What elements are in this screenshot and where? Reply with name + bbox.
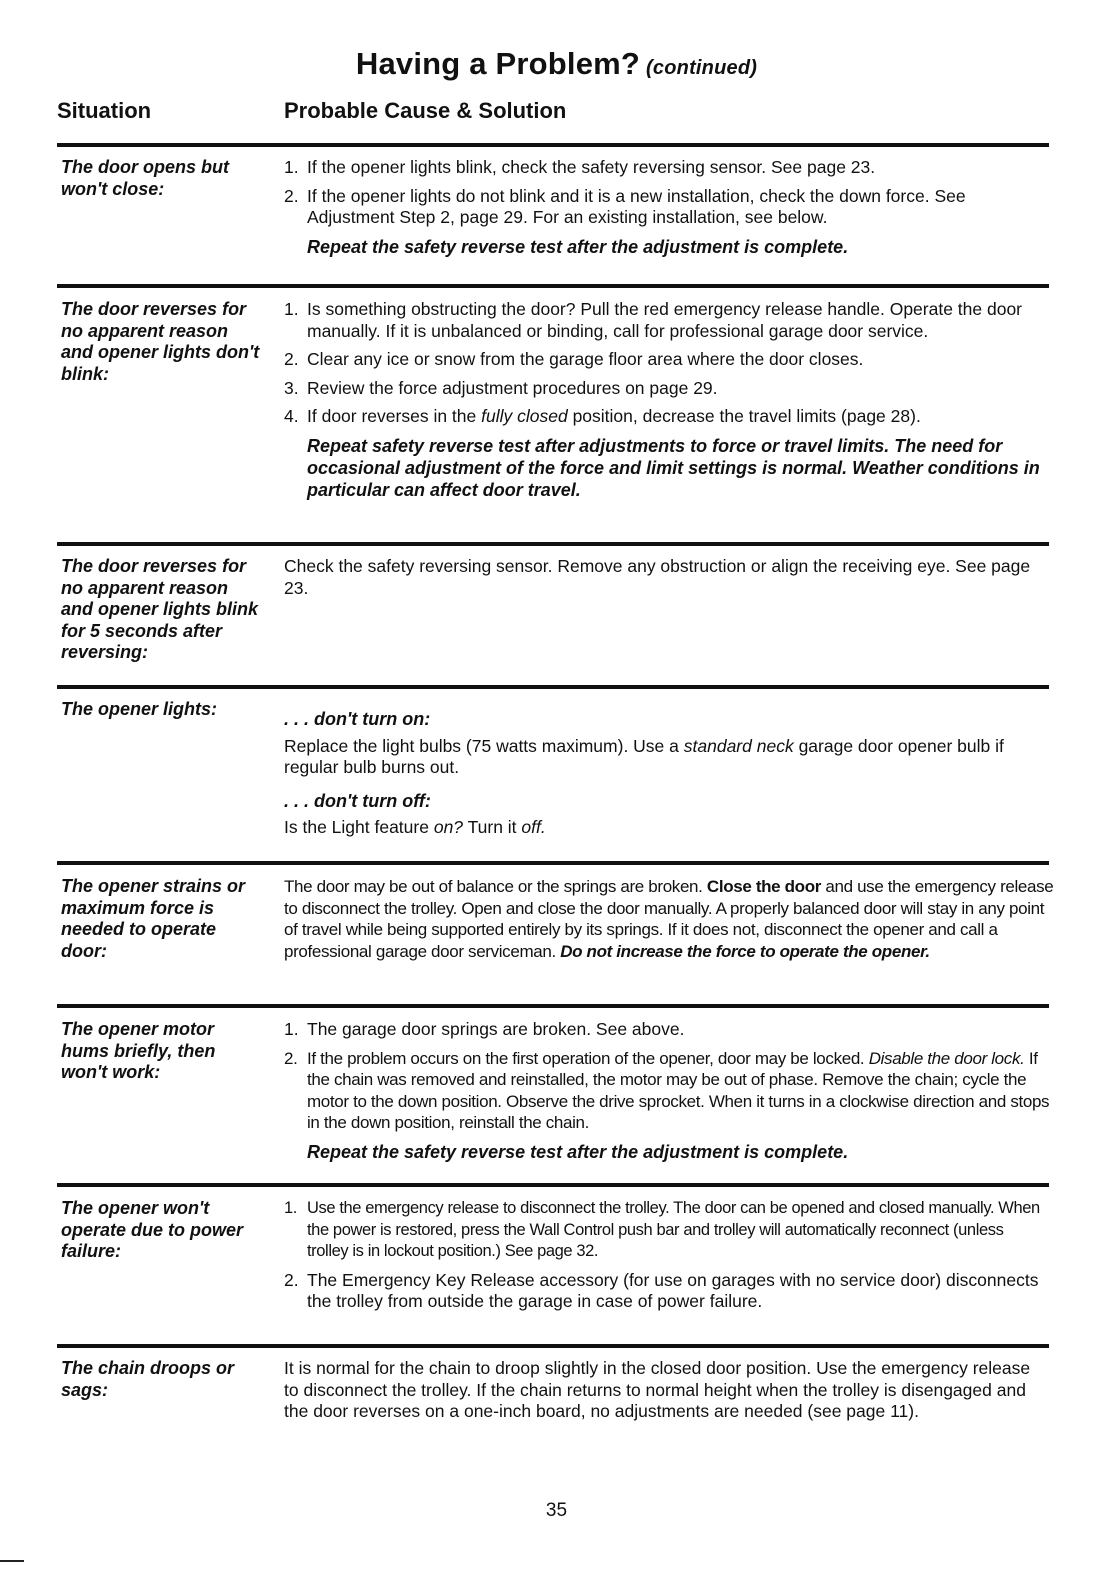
safety-note: Repeat the safety reverse test after the adjustment is complete. [307, 1141, 849, 1162]
row-divider [57, 542, 1049, 546]
page-number: 35 [545, 1500, 568, 1521]
solution-header: Probable Cause & Solution [284, 98, 567, 123]
solution-reverses-blink: Check the safety reversing sensor. Remove any obstruction or align the receiving eye. See page 23. [284, 556, 1031, 598]
solution-power-failure [284, 1198, 1054, 1320]
solution-item: 1. Use the emergency release to disconnect the trolley. The door can be opened and closed manually. When the power is restored, press the Wall Control push bar and trolley will automatically reconnect (unless trolley is in lockout position.) See page 32. [284, 1199, 1040, 1260]
solution-chain-droops: It is normal for the chain to droop slightly in the closed door position. Use the emergency release to disconnect the trolley. If the chain returns to normal height when the trolley is disengaged and the door reverses on a one-inch board, no adjustments are needed (see page 11). [284, 1358, 1031, 1421]
solution-item: 1. Is something obstructing the door? Pull the red emergency release handle. Operate the door manually. If it is unbalanced or binding, call for professional garage door service. [284, 299, 1023, 341]
solution-item: 2. If the opener lights do not blink and it is a new installation, check the down force. See Adjustment Step 2, page 29. For an existing installation, see below. [284, 185, 966, 227]
lights-on-subheading: . . . don't turn on: [284, 709, 431, 729]
row-divider [57, 143, 1049, 147]
lights-on-text: Replace the light bulbs (75 watts maximum). Use a standard neck garage door opener bulb if regular bulb burns out. [284, 735, 1004, 777]
situation-power-failure: The opener won't operate due to power failure: [61, 1198, 244, 1261]
solution-reverses-no-blink [284, 299, 1054, 501]
solution-lights [284, 709, 1054, 839]
page-title [0, 46, 1113, 82]
safety-note: Repeat safety reverse test after adjustments to force or travel limits. The need for occasional adjustment of the force and limit settings is normal. Weather conditions in particular can affect door travel. [307, 435, 1040, 500]
solution-item: 1. If the opener lights blink, check the safety reversing sensor. See page 23. [284, 157, 876, 177]
solution-item: 4. If door reverses in the fully closed position, decrease the travel limits (page 28). [284, 406, 921, 426]
row-divider [57, 1183, 1049, 1187]
lights-off-subheading: . . . don't turn off: [284, 790, 431, 811]
row-divider [57, 1004, 1049, 1008]
situation-motor-hums: The opener motor hums briefly, then won't work: [61, 1019, 216, 1082]
solution-item: 1. The garage door springs are broken. See above. [284, 1019, 685, 1039]
solution-strains: The door may be out of balance or the springs are broken. Close the door and use the emergency release to disconnect the trolley. Open and close the door manually. A properly balanced door will stay in any point of travel while being supported entirely by its springs. If it does not, disconnect the opener and call a professional garage door serviceman. Do not increase the force to operate the opener. [284, 877, 1054, 961]
solution-door-opens [284, 157, 1054, 258]
situation-strains: The opener strains or maximum force is needed to operate door: [61, 876, 246, 961]
situation-chain-droops: The chain droops or sags: [61, 1358, 235, 1400]
safety-note: Repeat the safety reverse test after the adjustment is complete. [307, 236, 849, 257]
situation-reverses-no-blink: The door reverses for no apparent reason and opener lights don't blink: [61, 299, 260, 384]
situation-reverses-blink: The door reverses for no apparent reason and opener lights blink for 5 seconds after reversing: [61, 556, 259, 662]
title-text: Having a Problem? [355, 46, 641, 81]
situation-header: Situation [57, 98, 152, 123]
row-divider [57, 284, 1049, 288]
row-divider [57, 1344, 1049, 1348]
scan-mark [0, 1560, 24, 1562]
row-divider [57, 685, 1049, 689]
lights-off-text: Is the Light feature on? Turn it off. [284, 817, 546, 837]
solution-item: 2. If the problem occurs on the first operation of the opener, door may be locked. Disable the door lock. If the chain was removed and reinstalled, the motor may be out of phase. Remove the chain; cycle the motor to the down position. Observe the drive sprocket. When it turns in a clockwise direction and stops in the down position, reinstall the chain. [284, 1048, 1050, 1132]
title-suffix: (continued) [646, 57, 758, 79]
situation-door-opens: The door opens but won't close: [61, 157, 229, 199]
situation-lights: The opener lights: [61, 699, 218, 719]
solution-motor-hums [284, 1019, 1054, 1163]
solution-item: 2. Clear any ice or snow from the garage floor area where the door closes. [284, 349, 864, 369]
solution-item: 2. The Emergency Key Release accessory (for use on garages with no service door) disconnects the trolley from outside the garage in case of power failure. [284, 1269, 1039, 1311]
row-divider [57, 861, 1049, 865]
solution-item: 3. Review the force adjustment procedures on page 29. [284, 377, 718, 398]
